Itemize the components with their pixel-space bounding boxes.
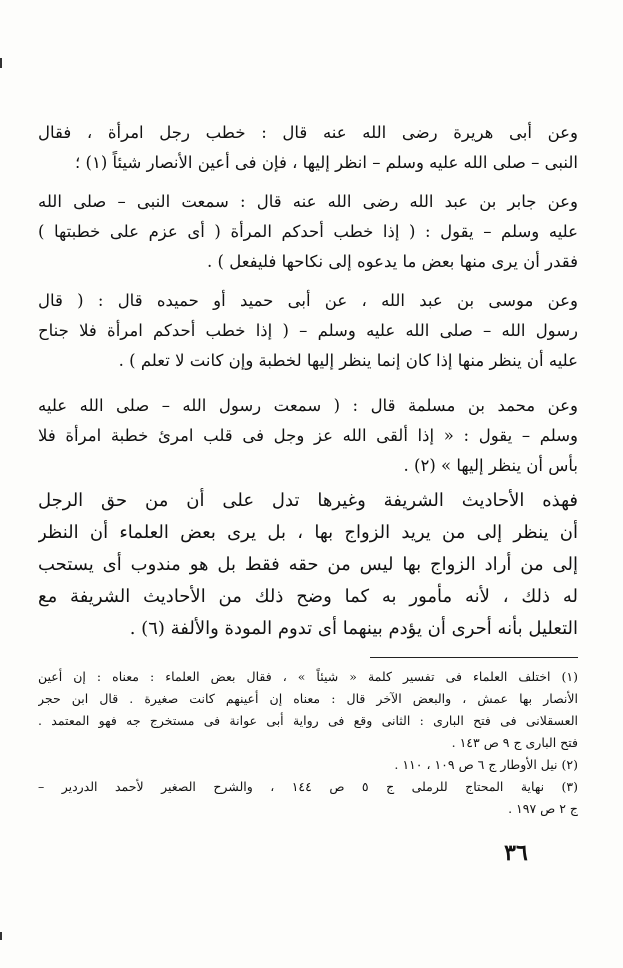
footnote-line: (٣) نهاية المحتاج للرملى ج ٥ ص ١٤٤ ، والشرح الصغير لأحمد الدردير – [38,779,578,794]
footnote-separator [370,657,578,658]
footnote-line: الأنصار بها عمش ، والبعض الآخر قال : معناه إن أعينهم كانت صغيرة . قال ابن حجر [38,691,578,706]
text-line: بأس أن ينظر إليها » (٢) . [403,456,578,475]
text-line: وعن أبى هريرة رضى الله عنه قال : خطب رجل امرأة ، فقال [38,123,578,142]
text-line: وسلم – يقول : « إذا ألقى الله عز وجل فى قلب امرئ خطبة امرأة فلا [38,426,578,445]
text-line: وعن جابر بن عبد الله رضى الله عنه قال : سمعت النبى – صلى الله [38,192,578,211]
text-line: إلى من أراد الزواج بها ليس من حقه فقط بل هو مندوب أى يستحب [38,554,578,575]
footnotes [38,666,578,820]
text-line: التعليل بأنه أحرى أن يؤدم بينهما أى تدوم المودة والألفة (٦) . [129,618,578,639]
footnote-line: العسقلانى فى فتح البارى : الثانى وقع فى رواية أبى عوانة فى مستخرج جه فهو المعتمد . [38,713,578,728]
paragraph [38,485,578,645]
paragraph [38,118,578,178]
paragraph [38,391,578,481]
text-line: أن ينظر إلى من يريد الزواج بها ، بل يرى بعض العلماء أن النظر [38,522,578,543]
footnote-line: (٢) نيل الأوطار ج ٦ ص ١٠٩ ، ١١٠ . [394,757,578,772]
text-line: وعن موسى بن عبد الله ، عن أبى حميد أو حميده قال : ( قال [38,291,578,310]
text-line: عليه وسلم – يقول : ( إذا خطب أحدكم المرأة ( أى عزم على خطبتها ) [38,222,578,241]
text-line: فهذه الأحاديث الشريفة وغيرها تدل على أن من حق الرجل [38,490,578,511]
text-line: وعن محمد بن مسلمة قال : ( سمعت رسول الله – صلى الله عليه [38,396,578,415]
text-line: النبى – صلى الله عليه وسلم – انظر إليها ، فإن فى أعين الأنصار شيئاً (١) ؛ [75,153,578,172]
scan-mark [0,932,2,940]
footnote-line: (١) اختلف العلماء فى تفسير كلمة « شيئاً » ، فقال بعض العلماء : معناه : إن أعين [38,669,578,684]
page-number: ٣٦ [504,840,528,866]
paragraph [38,187,578,277]
footnote-line: ج ٢ ص ١٩٧ . [508,801,578,816]
text-line: له ذلك ، لأنه مأمور به كما وضح ذلك من الأحاديث الشريفة مع [38,586,578,607]
text-line: فقدر أن يرى منها بعض ما يدعوه إلى نكاحها فليفعل ) . [207,252,578,271]
scan-mark [0,58,2,68]
text-line: عليه أن ينظر منها إذا كان إنما ينظر إليها لخطبة وإن كانت لا تعلم ) . [118,351,578,370]
text-line: رسول الله – صلى الله عليه وسلم – ( إذا خطب أحدكم امرأة فلا جناح [38,321,578,340]
paragraph [38,286,578,376]
footnote-line: فتح البارى ج ٩ ص ١٤٣ . [451,735,578,750]
